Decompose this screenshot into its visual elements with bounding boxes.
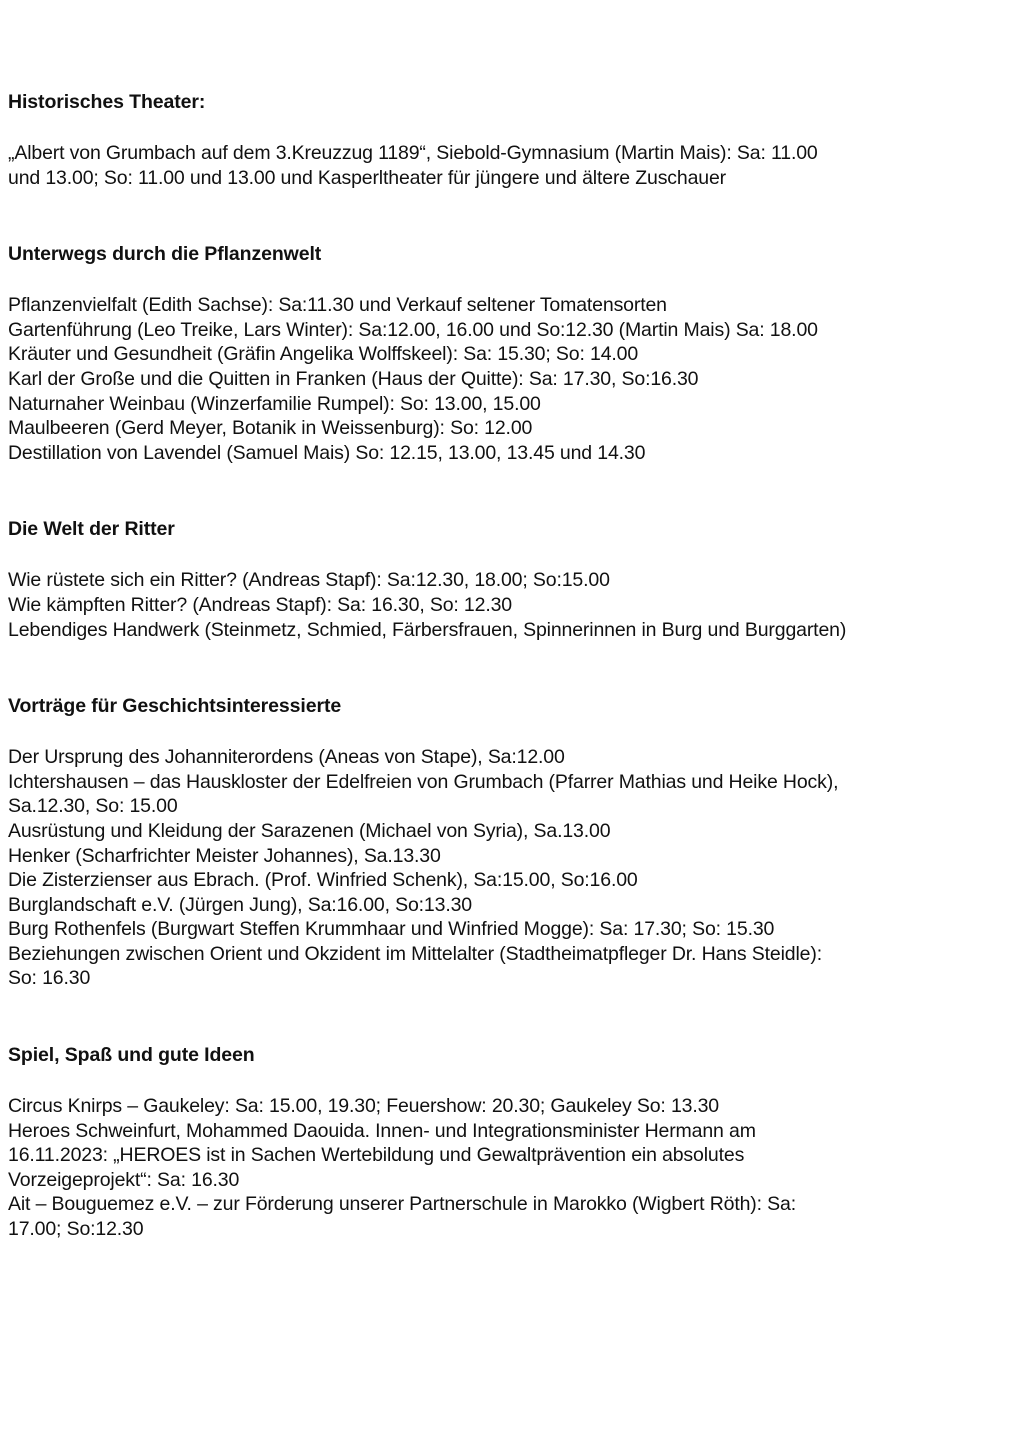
text-line: Ausrüstung und Kleidung der Sarazenen (Michael von Syria), Sa.13.00 <box>8 819 611 842</box>
section-heading: Historisches Theater: <box>8 91 206 113</box>
section-spiel-spass <box>8 1043 1008 1242</box>
text-line: Maulbeeren (Gerd Meyer, Botanik in Weissenburg): So: 12.00 <box>8 417 533 440</box>
text-line: Wie rüstete sich ein Ritter? (Andreas Stapf): Sa:12.30, 18.00; So:15.00 <box>8 569 610 592</box>
text-line: Lebendiges Handwerk (Steinmetz, Schmied, Färbersfrauen, Spinnerinnen in Burg und Burggarten) <box>8 618 847 641</box>
text-line: Kräuter und Gesundheit (Gräfin Angelika Wolffskeel): Sa: 15.30; So: 14.00 <box>8 343 639 366</box>
text-line: Ait – Bouguemez e.V. – zur Förderung unserer Partnerschule in Marokko (Wigbert Röth): Sa: <box>8 1193 796 1216</box>
text-line: Destillation von Lavendel (Samuel Mais) So: 12.15, 13.00, 13.45 und 14.30 <box>8 441 646 464</box>
section-heading: Vorträge für Geschichtsinteressierte <box>8 695 342 718</box>
section-vortraege <box>8 694 1008 991</box>
text-line: Circus Knirps – Gaukeley: Sa: 15.00, 19.30; Feuershow: 20.30; Gaukeley So: 13.30 <box>8 1095 720 1118</box>
text-line: Burglandschaft e.V. (Jürgen Jung), Sa:16.00, So:13.30 <box>8 893 472 916</box>
section-welt-der-ritter <box>8 517 1008 642</box>
section-heading: Unterwegs durch die Pflanzenwelt <box>8 243 322 266</box>
text-line: 16.11.2023: „HEROES ist in Sachen Wertebildung und Gewaltprävention ein absolutes <box>8 1144 745 1167</box>
text-line: Ichtershausen – das Hauskloster der Edelfreien von Grumbach (Pfarrer Mathias und Heike Hock), <box>8 770 839 793</box>
section-heading: Spiel, Spaß und gute Ideen <box>8 1044 255 1067</box>
text-line: Wie kämpften Ritter? (Andreas Stapf): Sa: 16.30, So: 12.30 <box>8 593 512 616</box>
text-line: Vorzeigeprojekt“: Sa: 16.30 <box>8 1168 240 1191</box>
text-line: Naturnaher Weinbau (Winzerfamilie Rumpel): So: 13.00, 15.00 <box>8 392 541 415</box>
section-pflanzenwelt <box>8 242 1008 465</box>
text-line: Heroes Schweinfurt, Mohammed Daouida. Innen- und Integrationsminister Hermann am <box>8 1119 756 1142</box>
text-line: Pflanzenvielfalt (Edith Sachse): Sa:11.30 und Verkauf seltener Tomatensorten <box>8 294 667 317</box>
section-heading: Die Welt der Ritter <box>8 518 175 541</box>
text-line: Karl der Große und die Quitten in Franken (Haus der Quitte): Sa: 17.30, So:16.30 <box>8 367 699 390</box>
text-line: Henker (Scharfrichter Meister Johannes), Sa.13.30 <box>8 844 441 867</box>
text-line: Sa.12.30, So: 15.00 <box>8 795 178 818</box>
text-line: Burg Rothenfels (Burgwart Steffen Krummhaar und Winfried Mogge): Sa: 17.30; So: 15.30 <box>8 918 775 941</box>
text-line: und 13.00; So: 11.00 und 13.00 und Kasperltheater für jüngere und ältere Zuschauer <box>8 166 727 189</box>
document-page <box>8 90 1008 1294</box>
text-line: So: 16.30 <box>8 967 91 990</box>
text-line: Beziehungen zwischen Orient und Okzident im Mittelalter (Stadtheimatpfleger Dr. Hans Steidle): <box>8 942 822 965</box>
text-line: Die Zisterzienser aus Ebrach. (Prof. Winfried Schenk), Sa:15.00, So:16.00 <box>8 869 638 892</box>
text-line: 17.00; So:12.30 <box>8 1218 144 1241</box>
section-historisches-theater <box>8 90 1008 190</box>
text-line: „Albert von Grumbach auf dem 3.Kreuzzug 1189“, Siebold-Gymnasium (Martin Mais): Sa: 11.00 <box>8 142 818 164</box>
text-line: Gartenführung (Leo Treike, Lars Winter): Sa:12.00, 16.00 und So:12.30 (Martin Mais) Sa: 18.00 <box>8 318 818 341</box>
text-line: Der Ursprung des Johanniterordens (Aneas von Stape), Sa:12.00 <box>8 746 565 769</box>
